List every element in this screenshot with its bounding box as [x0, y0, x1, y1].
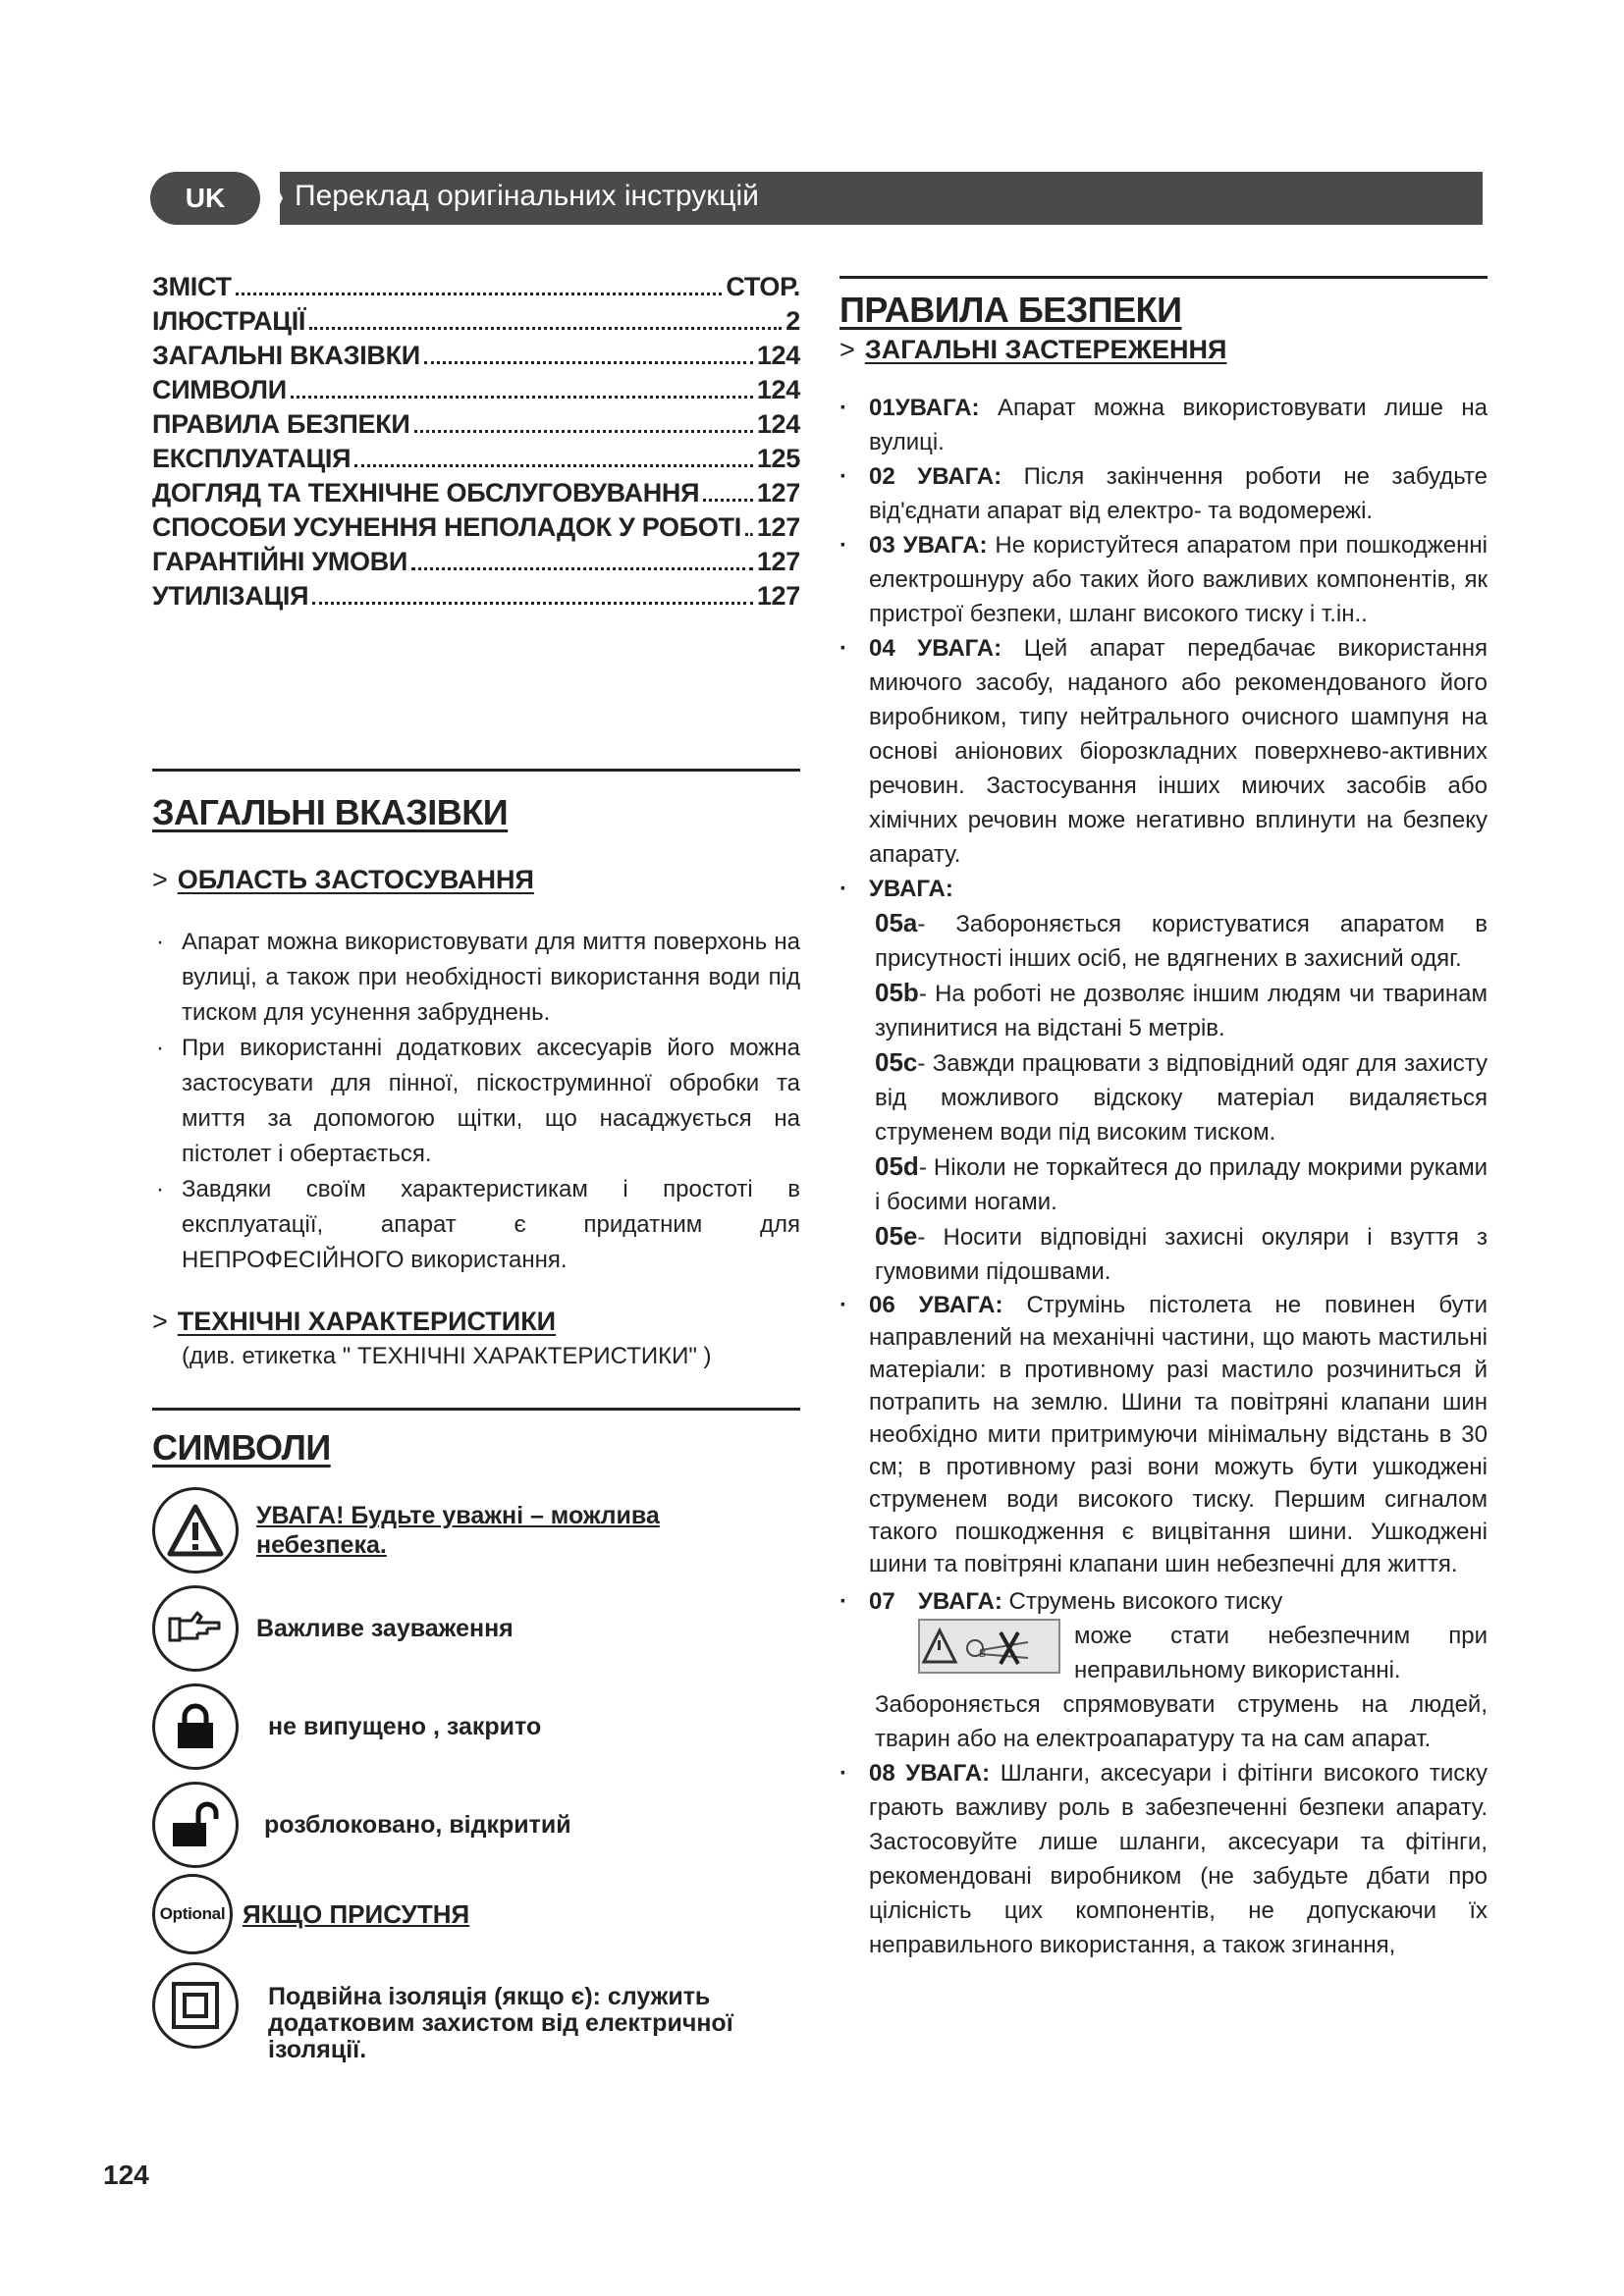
toc-title: УТИЛІЗАЦІЯ — [152, 581, 309, 611]
item-marker: · — [839, 1588, 847, 1615]
lock-closed-icon — [152, 1683, 239, 1770]
symbol-row — [152, 1585, 800, 1672]
toc-title: ІЛЮСТРАЦІЇ — [152, 306, 306, 336]
item-number: 01 — [869, 395, 895, 421]
item-marker: · — [839, 1760, 847, 1787]
toc-title: СПОСОБИ УСУНЕННЯ НЕПОЛАДОК У РОБОТІ — [152, 512, 741, 542]
list-item — [839, 1289, 1488, 1580]
scope-subtitle — [152, 862, 800, 897]
item-number: 06 — [869, 1292, 895, 1318]
toc-leader — [312, 602, 753, 605]
item-label: УВАГА: — [918, 1588, 1002, 1615]
toc-row — [152, 373, 800, 407]
item-text: може стати небезпечним при неправильному використанні. — [1074, 1623, 1488, 1683]
arrow-marker: > — [152, 1307, 168, 1336]
item-text: Цей апарат передбачає використання миючого засобу, наданого або рекомендованого його виробником, типу нейтрального очисного шампуня на основі аніонових біорозкладних поверхнево-активних речовин. Застосування інших миючих засобів або хімічних речовин може негативно вплинути на безпеку апарату. — [869, 635, 1488, 868]
sub-item-text: - На роботі не дозволяє іншим людям чи тваринам зупинитися на відстані 5 метрів. — [875, 981, 1488, 1041]
sub-item — [839, 906, 1488, 976]
toc-leader — [424, 361, 753, 364]
toc-leader — [236, 293, 723, 295]
item-marker: · — [839, 532, 847, 559]
item-07-first-line — [918, 1584, 1488, 1619]
item-07-row — [918, 1619, 1488, 1687]
toc-row — [152, 510, 800, 545]
toc-row — [152, 339, 800, 373]
toc-page: 125 — [756, 444, 800, 473]
symbol-row — [152, 1782, 800, 1868]
sub-item — [839, 1149, 1488, 1219]
page-number: 124 — [103, 2160, 149, 2190]
item-marker: · — [839, 876, 847, 902]
symbol-text: розблоковано, відкритий — [264, 1811, 571, 1839]
toc-page: 124 — [756, 375, 800, 404]
toc-row — [152, 579, 800, 614]
sub-item-code: 05a — [875, 908, 918, 937]
safety-subtitle-text: ЗАГАЛЬНІ ЗАСТЕРЕЖЕННЯ — [864, 335, 1227, 364]
sub-item — [839, 976, 1488, 1045]
image-label: B — [979, 1648, 987, 1660]
section-rule — [152, 769, 800, 772]
sub-item-text: - Носити відповідні захисні окуляри і взуття з гумовими підошвами. — [875, 1224, 1488, 1285]
right-column — [839, 270, 1488, 1962]
sub-item — [839, 1045, 1488, 1149]
symbol-text: не випущено , закрито — [268, 1713, 542, 1740]
item-07-head — [869, 1584, 1488, 1687]
toc-title: ПРАВИЛА БЕЗПЕКИ — [152, 409, 410, 439]
list-item — [839, 1756, 1488, 1962]
safety-subtitle — [839, 332, 1488, 367]
toc-leader — [745, 533, 753, 536]
toc-row — [152, 270, 800, 304]
toc-row — [152, 407, 800, 442]
item-text: Не користуйтеся апаратом при пошкодженні електрошнуру або таких його важливих компонентів, як пристрої безпеки, шланг високого тиску і т.ін.. — [869, 532, 1489, 627]
toc-leader — [411, 567, 753, 570]
item-label: УВАГА: — [918, 1292, 1003, 1318]
toc-leader — [291, 396, 753, 399]
sub-item-code: 05b — [875, 978, 919, 1007]
safety-list — [839, 391, 1488, 1962]
item-text: Шланги, аксесуари і фітінги високого тиску грають важливу роль в забезпеченні безпеки апарату. Застосовуйте лише шланги, аксесуари та фітінги, рекомендовані виробником (не забудьте дбати про цілісність цих компонентів, не допускаючи їх неправильного використання, а також згинання, — [869, 1760, 1489, 1958]
toc-page: 127 — [756, 478, 800, 507]
item-text: Струмень високого тиску — [1008, 1588, 1283, 1615]
symbol-row — [152, 1487, 800, 1574]
spray-hazard-image — [918, 1619, 1060, 1674]
toc-row — [152, 545, 800, 579]
item-text: Після закінчення роботи не забудьте від'єднати апарат від електро- та водомережі. — [869, 463, 1488, 524]
list-item: · Завдяки своїм характеристикам і простоті в експлуатації, апарат є придатним для НЕПРОФЕСІЙНОГО використання. — [152, 1172, 800, 1278]
item-number: 03 — [869, 532, 895, 559]
item-text: Забороняється спрямовувати струмень на людей, тварин або на електроапаратуру та на сам апарат. — [875, 1691, 1488, 1752]
sub-item-code: 05c — [875, 1047, 918, 1077]
toc-title: ДОГЛЯД ТА ТЕХНІЧНЕ ОБСЛУГОВУВАННЯ — [152, 478, 700, 507]
header-title: Переклад оригінальних інструкцій — [295, 180, 759, 212]
tech-note: (див. етикетка " ТЕХНІЧНІ ХАРАКТЕРИСТИКИ" ) — [182, 1343, 712, 1369]
item-text: Апарат можна використовувати лише на вулиці. — [869, 395, 1488, 455]
tech-subtitle-text: ТЕХНІЧНІ ХАРАКТЕРИСТИКИ — [177, 1307, 557, 1336]
toc-title: ЗМІСТ — [152, 272, 232, 301]
toc-page: 124 — [756, 341, 800, 370]
item-label: УВАГА: — [894, 395, 980, 421]
list-item — [839, 528, 1488, 631]
symbol-row — [152, 1874, 800, 1954]
section-rule — [152, 1408, 800, 1411]
symbol-text: Важливе зауваження — [256, 1615, 514, 1642]
arrow-marker: > — [839, 335, 855, 364]
left-column — [152, 270, 800, 2063]
pointing-hand-icon — [152, 1585, 239, 1672]
warning-triangle-icon — [152, 1487, 239, 1574]
symbol-row — [152, 1962, 800, 2063]
symbols-title: СИМВОЛИ — [152, 1427, 331, 1468]
item-number: 07 — [869, 1588, 895, 1615]
toc-title: ЗАГАЛЬНІ ВКАЗІВКИ — [152, 341, 420, 370]
item-number: 08 — [869, 1760, 895, 1787]
item-07-body — [918, 1584, 1488, 1687]
symbol-text: ЯКЩО ПРИСУТНЯ — [243, 1899, 470, 1929]
sub-item-code: 05e — [875, 1221, 918, 1251]
list-item — [839, 631, 1488, 872]
list-item — [839, 391, 1488, 459]
safety-title: ПРАВИЛА БЕЗПЕКИ — [839, 290, 1182, 330]
lock-open-icon — [152, 1782, 239, 1868]
toc-leader — [414, 430, 753, 433]
arrow-marker: > — [152, 865, 168, 894]
optional-badge-label: Optional — [159, 1904, 226, 1923]
item-label: УВАГА: — [902, 532, 988, 559]
sub-item — [839, 1219, 1488, 1289]
tech-subtitle — [152, 1304, 800, 1339]
item-marker: · — [839, 1292, 847, 1318]
item-label: УВАГА: — [917, 463, 1002, 490]
symbol-row — [152, 1683, 800, 1770]
toc-row — [152, 442, 800, 476]
scope-subtitle-text: ОБЛАСТЬ ЗАСТОСУВАННЯ — [177, 865, 534, 894]
list-item: · При використанні додаткових аксесуарів його можна застосувати для пінної, піскоструминної обробки та миття за допомогою щітки, що насаджується на пістолет і обертається. — [152, 1031, 800, 1172]
item-label: УВАГА: — [869, 876, 953, 902]
language-badge: UK — [150, 172, 260, 225]
list-item: · Апарат можна використовувати для миття поверхонь на вулиці, а також при необхідності використання води під тиском для усунення забруднень. — [152, 925, 800, 1031]
toc-page: 124 — [756, 409, 800, 439]
item-number: 04 — [869, 635, 895, 662]
sub-item-text: - Завжди працювати з відповідний одяг для захисту від можливого відскоку матеріал видаляється струменем води під високим тиском. — [875, 1050, 1488, 1146]
toc-title: ЕКСПЛУАТАЦІЯ — [152, 444, 352, 473]
toc-leader — [703, 499, 753, 502]
toc-page: СТОР. — [726, 272, 800, 301]
sub-item-text: - Ніколи не торкайтеся до приладу мокрими руками і босими ногами. — [875, 1154, 1488, 1215]
toc-leader — [354, 464, 753, 467]
general-title: ЗАГАЛЬНІ ВКАЗІВКИ — [152, 792, 509, 832]
toc-page: 127 — [756, 512, 800, 542]
item-label: УВАГА: — [905, 1760, 991, 1787]
item-text: Струмінь пістолета не повинен бути направлений на механічні частини, що мають мастильні матеріали: в противному разі мастило розчиниться й потрапить на землю. Шини та повітряні клапани шин необхідно мити притримуючи мінімальну відстань в 30 см; в противному разі вони можуть бути ушкоджені струменем води високого тиску. Першим сигналом такого пошкодження є вицвітання шини. Ушкоджені шини та повітряні клапани шин небезпечні для життя. — [869, 1292, 1489, 1577]
toc-row — [152, 304, 800, 339]
section-rule — [839, 276, 1488, 279]
scope-list — [152, 925, 800, 1278]
item-marker: · — [839, 463, 847, 490]
symbols-list — [152, 1487, 800, 2063]
list-item — [839, 1584, 1488, 1756]
toc-page: 127 — [756, 581, 800, 611]
item-number: 02 — [869, 463, 895, 490]
toc-page: 2 — [785, 306, 800, 336]
table-of-contents — [152, 270, 800, 614]
item-marker: · — [839, 635, 847, 662]
toc-title: ГАРАНТІЙНІ УМОВИ — [152, 547, 408, 576]
list-item — [839, 872, 1488, 906]
toc-title: СИМВОЛИ — [152, 375, 287, 404]
toc-row — [152, 476, 800, 510]
sub-item-code: 05d — [875, 1151, 919, 1181]
item-label: УВАГА: — [917, 635, 1002, 662]
sub-item-text: - Забороняється користуватися апаратом в присутності інших осіб, не вдягнених в захисний одяг. — [875, 911, 1488, 972]
toc-page: 127 — [756, 547, 800, 576]
symbol-text: УВАГА! Будьте уважні – можлива небезпека. — [256, 1502, 660, 1559]
symbol-text: Подвійна ізоляція (якщо є): служить додатковим захистом від електричної ізоляції. — [268, 1983, 733, 2063]
double-insulation-icon — [152, 1962, 239, 2049]
list-item — [839, 459, 1488, 528]
toc-leader — [309, 327, 782, 330]
optional-badge-icon — [152, 1874, 233, 1954]
item-marker: · — [839, 395, 847, 421]
